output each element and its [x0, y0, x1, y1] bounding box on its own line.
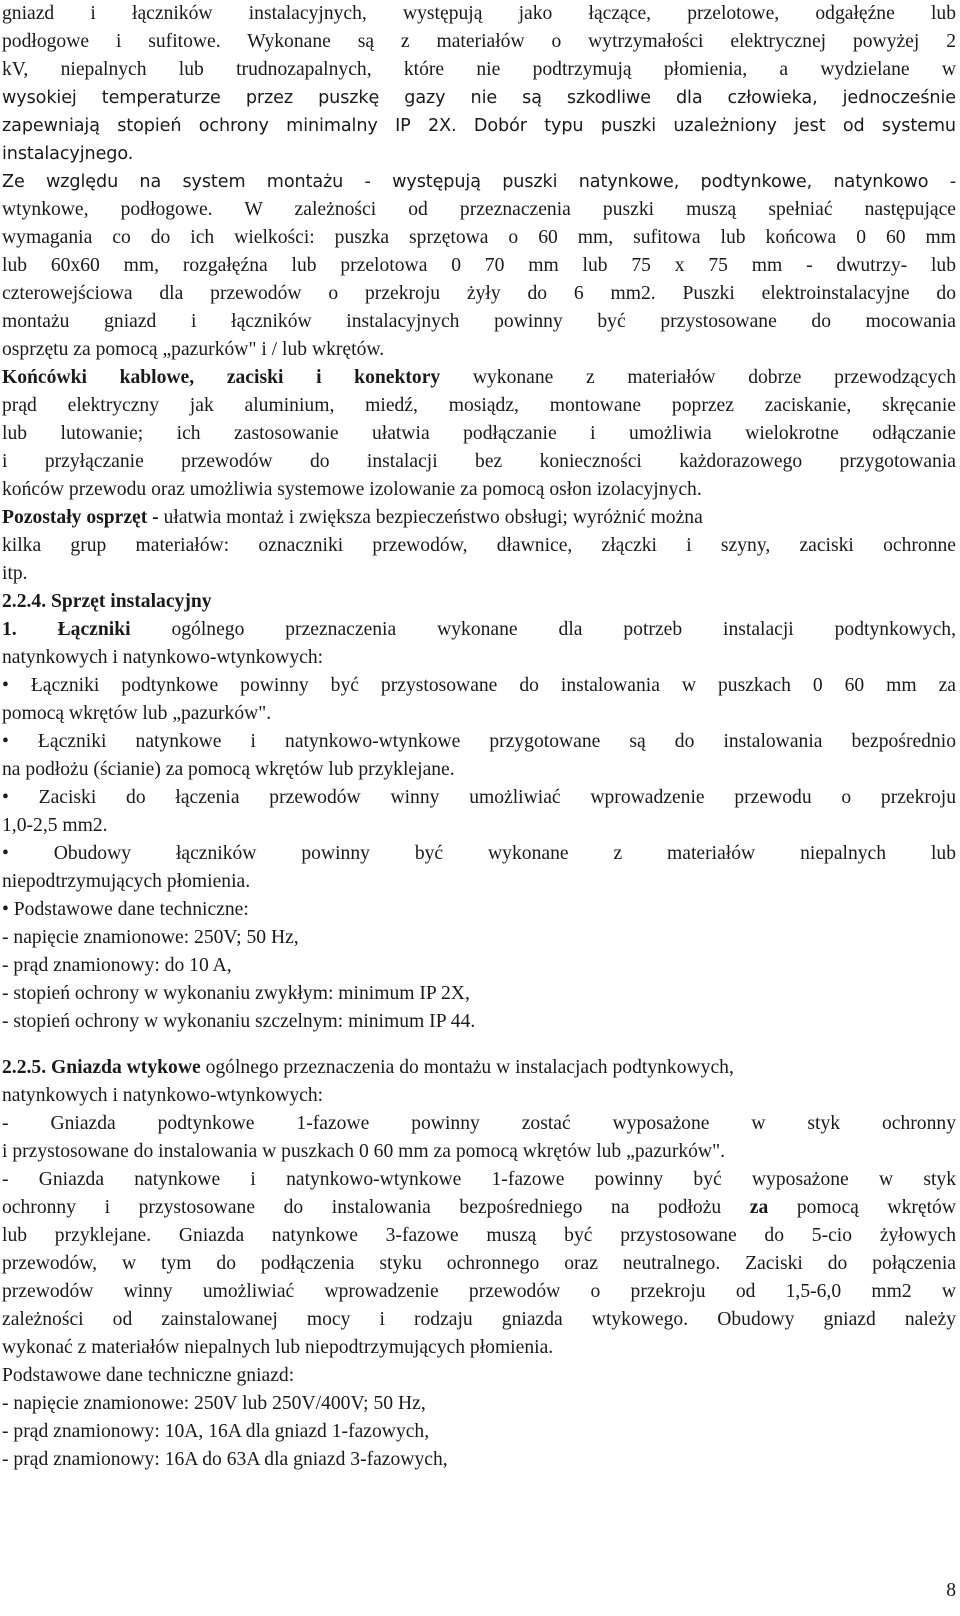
- text-line: [2, 450, 956, 474]
- text-run: niepodtrzymujących płomienia.: [2, 871, 251, 892]
- text-run: wtynkowe, podłogowe. W zależności od przeznaczenia puszki muszą spełniać następujące: [2, 199, 956, 220]
- text-run: • Łączniki podtynkowe powinny być przystosowane do instalowania w puszkach 0 60 mm za: [2, 675, 956, 696]
- text-line: [2, 1056, 956, 1080]
- text-line: [2, 282, 956, 306]
- text-line: [2, 702, 956, 726]
- text-run: Ze względu na system montażu - występują puszki natynkowe, podtynkowe, natynkowo -: [2, 172, 956, 192]
- text-line: [2, 1010, 956, 1034]
- text-line: [2, 982, 956, 1006]
- text-line: [2, 1168, 956, 1192]
- text-run: 1,0-2,5 mm2.: [2, 815, 108, 836]
- text-run: Podstawowe dane techniczne gniazd:: [2, 1365, 295, 1386]
- text-run: ułatwia montaż i zwiększa bezpieczeństwo obsługi; wyróżnić można: [163, 507, 703, 528]
- bold-text: 2.2.4. Sprzęt instalacyjny: [2, 591, 212, 612]
- text-line: [2, 870, 956, 894]
- text-run: natynkowych i natynkowo-wtynkowych:: [2, 647, 324, 668]
- text-run: lub lutowanie; ich zastosowanie ułatwia podłączanie i umożliwia wielokrotne odłączanie: [2, 423, 956, 444]
- text-run: przewodów, w tym do podłączenia styku ochronnego oraz neutralnego. Zaciski do połączenia: [2, 1253, 956, 1274]
- text-line: [2, 338, 956, 362]
- text-line: [2, 926, 956, 950]
- text-run: - napięcie znamionowe: 250V; 50 Hz,: [2, 927, 299, 948]
- text-line: [2, 898, 956, 922]
- text-run: wykonać z materiałów niepalnych lub niepodtrzymujących płomienia.: [2, 1337, 554, 1358]
- text-run: itp.: [2, 563, 28, 584]
- text-run: - prąd znamionowy: do 10 A,: [2, 955, 232, 976]
- text-line: [2, 618, 956, 642]
- text-line: [2, 562, 956, 586]
- text-run: zapewniają stopień ochrony minimalny IP 2X. Dobór typu puszki uzależniony jest od systemu: [2, 116, 956, 136]
- text-run: wysokiej temperaturze przez puszkę gazy nie są szkodliwe dla człowieka, jednocześnie: [2, 88, 956, 108]
- text-run: pomocą wkrętów: [768, 1197, 956, 1218]
- bold-text: 2.2.5. Gniazda wtykowe: [2, 1057, 201, 1078]
- text-line: [2, 1392, 956, 1416]
- text-run: lub przyklejane. Gniazda natynkowe 3-fazowe muszą być przystosowane do 5-cio żyłowych: [2, 1225, 956, 1246]
- text-line: [2, 310, 956, 334]
- bold-text: 1. Łączniki: [2, 619, 131, 640]
- text-run: zależności od zainstalowanej mocy i rodzaju gniazda wtykowego. Obudowy gniazd należy: [2, 1309, 956, 1330]
- bold-text: Pozostały osprzęt -: [2, 507, 164, 528]
- text-line: [2, 58, 956, 82]
- text-run: kV, niepalnych lub trudnozapalnych, które nie podtrzymują płomienia, a wydzielane w: [2, 59, 956, 80]
- text-line: [2, 1084, 956, 1108]
- text-run: wymagania co do ich wielkości: puszka sprzętowa o 60 mm, sufitowa lub końcowa 0 60 mm: [2, 227, 956, 248]
- text-line: [2, 506, 956, 530]
- text-line: [2, 1420, 956, 1444]
- text-line: [2, 1140, 956, 1164]
- text-line: [2, 86, 956, 110]
- text-line: [2, 646, 956, 670]
- text-run: lub 60x60 mm, rozgałęźna lub przelotowa 0 70 mm lub 75 x 75 mm - dwutrzy- lub: [2, 255, 956, 276]
- text-run: - prąd znamionowy: 10A, 16A dla gniazd 1-fazowych,: [2, 1421, 430, 1442]
- text-run: czterowejściowa dla przewodów o przekroju żyły do 6 mm2. Puszki elektroinstalacyjne do: [2, 283, 956, 304]
- text-run: ogólnego przeznaczenia do montażu w instalacjach podtynkowych,: [200, 1057, 734, 1078]
- text-line: [2, 814, 956, 838]
- text-run: na podłożu (ścianie) za pomocą wkrętów lub przyklejane.: [2, 759, 455, 780]
- text-line: [2, 198, 956, 222]
- bold-text: Końcówki kablowe, zaciski i konektory: [2, 367, 441, 388]
- text-run: osprzętu za pomocą „pazurków" i / lub wkrętów.: [2, 339, 385, 360]
- text-run: podłogowe i sufitowe. Wykonane są z materiałów o wytrzymałości elektrycznej powyżej 2: [2, 31, 956, 52]
- text-run: końców przewodu oraz umożliwia systemowe izolowanie za pomocą osłon izolacyjnych.: [2, 479, 702, 500]
- text-run: wykonane z materiałów dobrze przewodzących: [440, 367, 956, 388]
- text-run: • Obudowy łączników powinny być wykonane z materiałów niepalnych lub: [2, 843, 956, 864]
- text-line: [2, 590, 956, 614]
- text-line: [2, 1196, 956, 1220]
- text-run: gniazd i łączników instalacyjnych, występują jako łączące, przelotowe, odgałęźne lub: [2, 3, 956, 24]
- text-line: [2, 1308, 956, 1332]
- text-line: [2, 1336, 956, 1360]
- page-number: 8: [946, 1580, 956, 1601]
- text-line: [2, 954, 956, 978]
- text-line: [2, 170, 956, 194]
- text-line: [2, 1252, 956, 1276]
- text-run: - napięcie znamionowe: 250V lub 250V/400V; 50 Hz,: [2, 1393, 426, 1414]
- text-run: kilka grup materiałów: oznaczniki przewodów, dławnice, złączki i szyny, zaciski ochronne: [2, 535, 956, 556]
- text-line: [2, 1224, 956, 1248]
- text-line: [2, 114, 956, 138]
- text-line: [2, 1364, 956, 1388]
- text-run: przewodów winny umożliwiać wprowadzenie przewodów o przekroju od 1,5-6,0 mm2 w: [2, 1281, 956, 1302]
- text-run: - Gniazda podtynkowe 1-fazowe powinny zostać wyposażone w styk ochronny: [2, 1113, 956, 1134]
- text-line: [2, 1112, 956, 1136]
- text-run: • Podstawowe dane techniczne:: [2, 899, 249, 920]
- bold-text: za: [749, 1197, 769, 1218]
- text-line: [2, 1448, 956, 1472]
- text-line: [2, 758, 956, 782]
- text-line: [2, 674, 956, 698]
- text-run: ogólnego przeznaczenia wykonane dla potrzeb instalacji podtynkowych,: [130, 619, 956, 640]
- text-run: - stopień ochrony w wykonaniu szczelnym: minimum IP 44.: [2, 1011, 476, 1032]
- text-line: [2, 730, 956, 754]
- text-run: instalacyjnego.: [2, 144, 134, 164]
- text-run: prąd elektryczny jak aluminium, miedź, mosiądz, montowane poprzez zaciskanie, skręcanie: [2, 395, 956, 416]
- text-line: [2, 842, 956, 866]
- text-line: [2, 30, 956, 54]
- text-run: - prąd znamionowy: 16A do 63A dla gniazd 3-fazowych,: [2, 1449, 448, 1470]
- text-line: [2, 142, 956, 166]
- text-line: [2, 422, 956, 446]
- text-line: [2, 478, 956, 502]
- text-run: pomocą wkrętów lub „pazurków".: [2, 703, 272, 724]
- text-line: [2, 2, 956, 26]
- text-run: i przyłączanie przewodów do instalacji bez konieczności każdorazowego przygotowania: [2, 451, 956, 472]
- text-run: - stopień ochrony w wykonaniu zwykłym: minimum IP 2X,: [2, 983, 470, 1004]
- text-line: [2, 1280, 956, 1304]
- text-line: [2, 366, 956, 390]
- text-run: - Gniazda natynkowe i natynkowo-wtynkowe 1-fazowe powinny być wyposażone w styk: [2, 1169, 956, 1190]
- text-run: ochronny i przystosowane do instalowania bezpośredniego na podłożu: [2, 1197, 750, 1218]
- text-line: [2, 394, 956, 418]
- text-run: • Zaciski do łączenia przewodów winny umożliwiać wprowadzenie przewodu o przekroju: [2, 787, 956, 808]
- text-run: • Łączniki natynkowe i natynkowo-wtynkowe przygotowane są do instalowania bezpośrednio: [2, 731, 956, 752]
- text-line: [2, 226, 956, 250]
- text-run: montażu gniazd i łączników instalacyjnych powinny być przystosowane do mocowania: [2, 311, 956, 332]
- text-line: [2, 534, 956, 558]
- text-line: [2, 254, 956, 278]
- text-run: natynkowych i natynkowo-wtynkowych:: [2, 1085, 324, 1106]
- text-run: i przystosowane do instalowania w puszkach 0 60 mm za pomocą wkrętów lub „pazurków".: [2, 1141, 725, 1162]
- text-line: [2, 786, 956, 810]
